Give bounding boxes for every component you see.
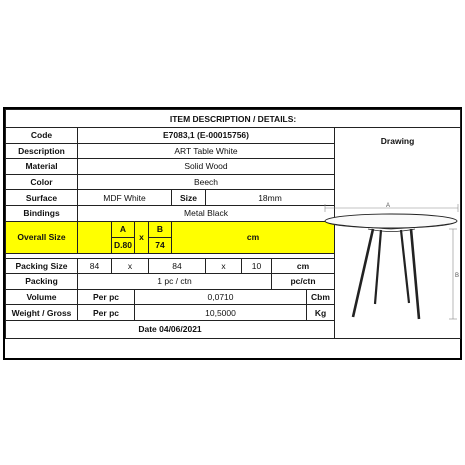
leg-back-left	[375, 230, 381, 304]
description-value: ART Table White	[78, 143, 335, 159]
size-label: Size	[172, 190, 206, 206]
surface-label: Surface	[6, 190, 78, 206]
code-row	[6, 128, 461, 144]
bindings-value: Metal Black	[78, 205, 335, 221]
tabletop-shape	[325, 214, 457, 228]
weight-label: Weight / Gross	[6, 305, 78, 321]
overall-spacer-left	[78, 221, 112, 253]
color-value: Beech	[78, 174, 335, 190]
drawing-dim-a: A	[386, 203, 391, 209]
packing-size-label: Packing Size	[6, 258, 78, 274]
bindings-label: Bindings	[6, 205, 78, 221]
packing-size-x1: x	[112, 258, 149, 274]
color-label: Color	[6, 174, 78, 190]
packing-size-width: 84	[149, 258, 206, 274]
packing-size-length: 84	[78, 258, 112, 274]
header-row	[6, 110, 461, 128]
leg-front-left	[353, 229, 373, 317]
packing-label: Packing	[6, 274, 78, 290]
volume-unit: Cbm	[307, 289, 335, 305]
header-title: ITEM DESCRIPTION / DETAILS:	[6, 110, 461, 128]
footer-date: Date 04/06/2021	[6, 320, 335, 338]
description-label: Description	[6, 143, 78, 159]
item-details-sheet	[3, 107, 462, 360]
table-drawing	[313, 199, 463, 329]
material-label: Material	[6, 159, 78, 175]
overall-size-label: Overall Size	[6, 221, 78, 253]
weight-per: Per pc	[78, 305, 135, 321]
volume-label: Volume	[6, 289, 78, 305]
dim-times: x	[135, 221, 149, 253]
packing-size-height: 10	[242, 258, 272, 274]
dim-a-label: A	[112, 221, 135, 237]
volume-value: 0,0710	[135, 289, 307, 305]
size-value: 18mm	[206, 190, 335, 206]
leg-front-right	[411, 229, 419, 319]
leg-back-right	[401, 230, 409, 303]
drawing-title: Drawing	[380, 136, 415, 146]
packing-size-x2: x	[206, 258, 242, 274]
packing-size-unit: cm	[272, 258, 335, 274]
dim-a-value: D.80	[112, 237, 135, 253]
drawing-dim-b: B	[455, 273, 460, 279]
dim-b-value: 74	[149, 237, 172, 253]
packing-value: 1 pc / ctn	[78, 274, 272, 290]
dim-b-label: B	[149, 221, 172, 237]
volume-per: Per pc	[78, 289, 135, 305]
code-label: Code	[6, 128, 78, 144]
material-value: Solid Wood	[78, 159, 335, 175]
surface-value: MDF White	[78, 190, 172, 206]
weight-unit: Kg	[307, 305, 335, 321]
overall-unit: cm	[172, 221, 335, 253]
packing-unit: pc/ctn	[272, 274, 335, 290]
weight-value: 10,5000	[135, 305, 307, 321]
apron	[368, 229, 415, 232]
code-value: E7083,1 (E-00015756)	[78, 128, 335, 144]
